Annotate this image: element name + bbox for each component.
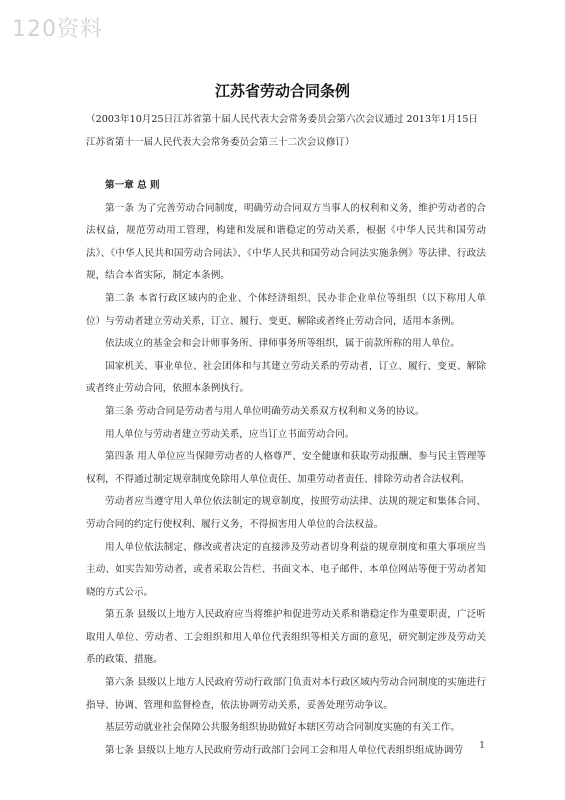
paragraph: 第二条 本省行政区域内的企业、个体经济组织、民办非企业单位等组织（以下称用人单位）与劳动者建立劳动关系，订立、履行、变更、解除或者终止劳动合同，适用本条例。: [86, 292, 486, 327]
paragraph: 第三条 劳动合同是劳动者与用人单位明确劳动关系双方权利和义务的协议。: [105, 405, 425, 417]
document-subtitle: （2003年10月25日江苏省第十届人民代表大会常务委员会第六次会议通过 2013年1月15日江苏省第十一届人民代表大会常务委员会第三十二次会议修订）: [86, 114, 479, 148]
paragraph: 第五条 县级以上地方人民政府应当将维护和促进劳动关系和谐稳定作为重要职责，广泛听取用人单位、劳动者、工会组织和用人单位代表组织等相关方面的意见，研究制定涉及劳动关系的政策、措施。: [86, 609, 486, 666]
paragraph: 用人单位依法制定、修改或者决定的直接涉及劳动者切身利益的规章制度和重大事项应当主动、如实告知劳动者，或者采取公告栏、书面文本、电子邮件、本单位网站等便于劳动者知晓的方式公示。: [86, 541, 486, 598]
paragraph: 第一条 为了完善劳动合同制度，明确劳动合同双方当事人的权利和义务，维护劳动者的合法权益，规范劳动用工管理，构建和发展和谐稳定的劳动关系，根据《中华人民共和国劳动法》、《中华人民共和国劳动合同法》、《中华人民共和国劳动合同法实施条例》等法律、行政法规，结合本省实际，制定本条例。: [86, 202, 486, 282]
paragraph: 基层劳动就业社会保障公共服务组织协助做好本辖区劳动合同制度实施的有关工作。: [105, 722, 460, 734]
document-body: [86, 175, 486, 762]
paragraph: 劳动者应当遵守用人单位依法制定的规章制度，按照劳动法律、法规的规定和集体合同、劳动合同的约定行使权利、履行义务，不得损害用人单位的合法权益。: [86, 496, 486, 530]
paragraph: 第六条 县级以上地方人民政府劳动行政部门负责对本行政区域内劳动合同制度的实施进行指导、协调、管理和监督检查，依法协调劳动关系，妥善处理劳动争议。: [86, 677, 486, 711]
paragraph: 依法成立的基金会和会计师事务所、律师事务所等组织，属于前款所称的用人单位。: [105, 338, 460, 350]
paragraph: 第七条 县级以上地方人民政府劳动行政部门会同工会和用人单位代表组织组成协调劳: [105, 744, 464, 756]
page-number: 1: [479, 741, 485, 751]
document-title: 江苏省劳动合同条例: [214, 82, 350, 100]
paragraph: 第四条 用人单位应当保障劳动者的人格尊严、安全健康和获取劳动报酬、参与民主管理等权利，不得通过制定规章制度免除用人单位责任、加重劳动者责任、排除劳动者合法权利。: [86, 451, 486, 485]
watermark-logo: 120资料: [12, 17, 103, 42]
paragraph: 国家机关、事业单位、社会团体和与其建立劳动关系的劳动者，订立、履行、变更、解除或者终止劳动合同，依照本条例执行。: [86, 360, 486, 395]
paragraph: 用人单位与劳动者建立劳动关系，应当订立书面劳动合同。: [105, 428, 355, 440]
chapter-heading: 第一章 总 则: [105, 180, 160, 191]
